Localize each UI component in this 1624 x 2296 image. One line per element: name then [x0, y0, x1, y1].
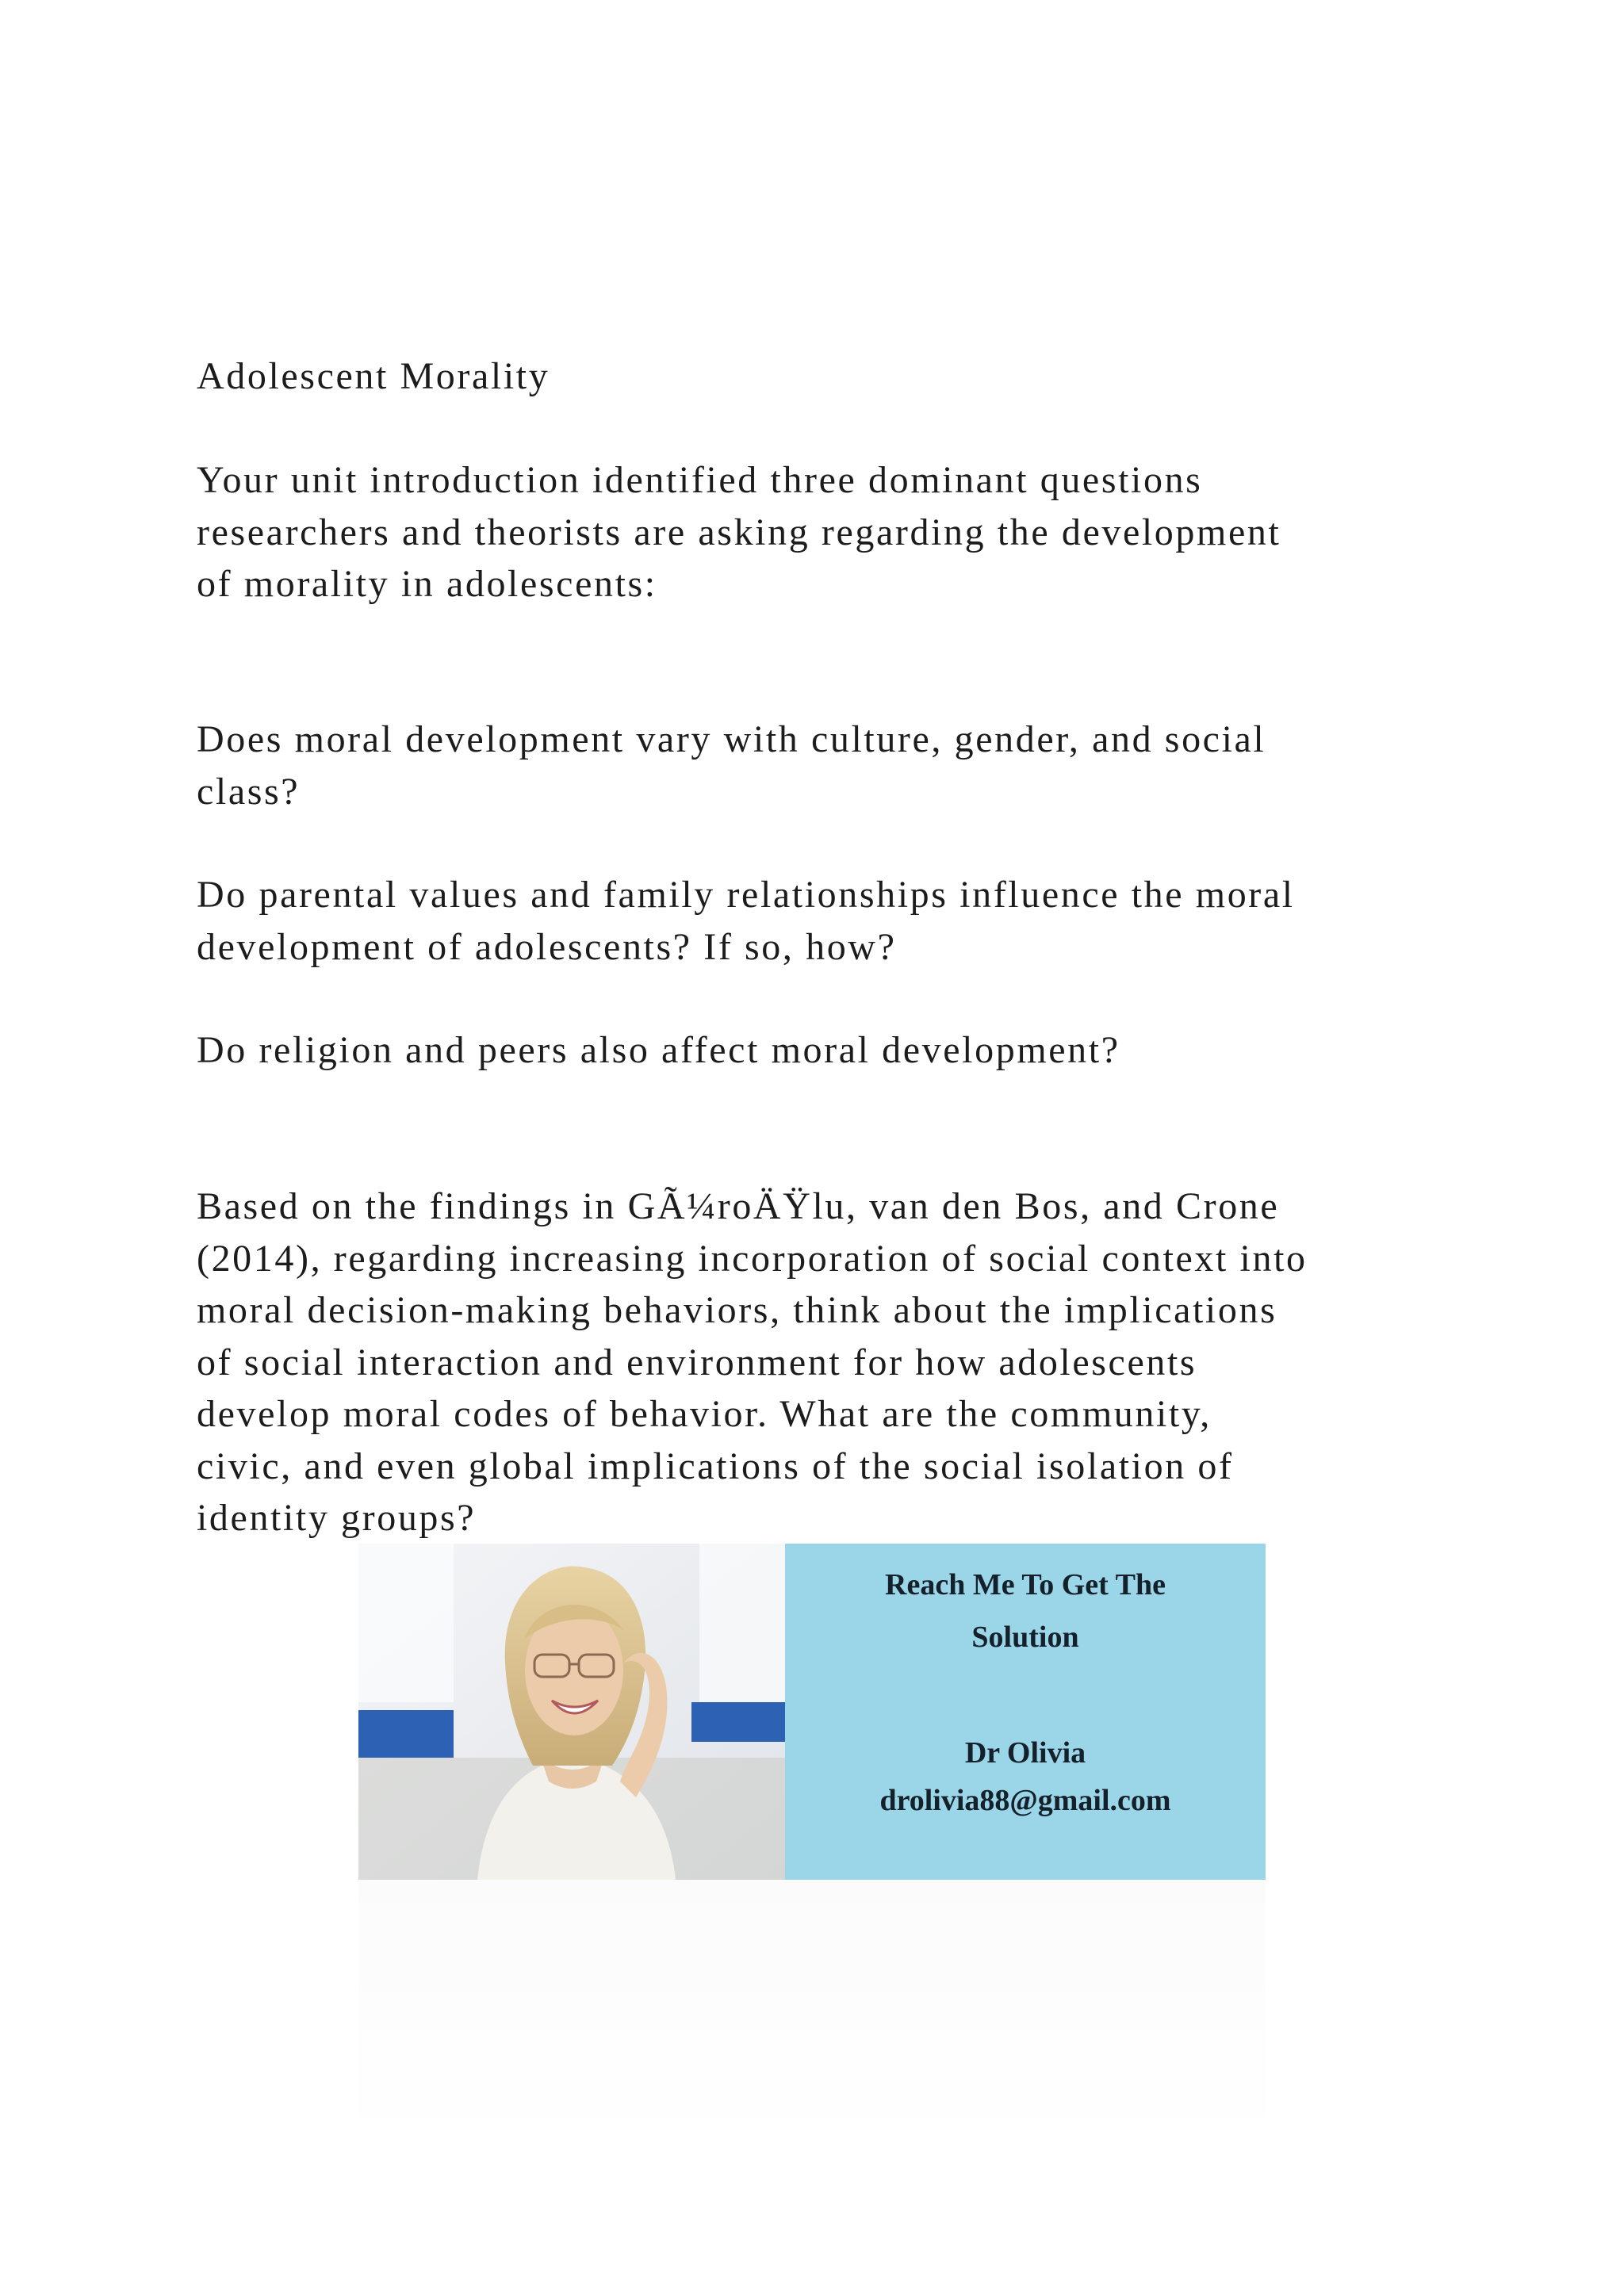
text-line: Your unit introduction identified three dominant questions — [197, 459, 1203, 501]
text-line: develop moral codes of behavior. What are the community, — [197, 1393, 1212, 1435]
title-line: Adolescent Morality — [197, 355, 550, 397]
question-2 — [197, 869, 1465, 973]
text-line: of morality in adolescents: — [197, 563, 657, 605]
text-line: civic, and even global implications of the social isolation of — [197, 1445, 1234, 1487]
contact-banner[interactable] — [358, 1544, 1266, 1880]
intro-paragraph — [197, 454, 1465, 610]
banner-heading-line: Reach Me To Get The — [885, 1568, 1166, 1601]
text-line: Does moral development vary with culture, gender, and social — [197, 718, 1266, 760]
text-line: researchers and theorists are asking regarding the development — [197, 511, 1281, 553]
question-3 — [197, 1024, 1465, 1077]
woman-photo — [358, 1544, 785, 1880]
text-line: identity groups? — [197, 1497, 477, 1539]
text-line: Do religion and peers also affect moral development? — [197, 1029, 1120, 1071]
document-title — [197, 350, 1465, 403]
contact-name: Dr Olivia — [964, 1736, 1086, 1770]
contact-panel — [785, 1544, 1266, 1880]
text-line: Based on the findings in GÃ¼roÄŸlu, van den Bos, and Crone — [197, 1185, 1280, 1227]
banner-shadow — [358, 1880, 1266, 2141]
question-1 — [197, 714, 1465, 817]
banner-heading-line: Solution — [971, 1621, 1079, 1654]
text-line: development of adolescents? If so, how? — [197, 925, 897, 968]
text-line: of social interaction and environment for how adolescents — [197, 1341, 1197, 1383]
text-line: class? — [197, 770, 301, 813]
findings-paragraph — [197, 1181, 1465, 1544]
contact-email[interactable]: drolivia88@gmail.com — [879, 1784, 1171, 1817]
text-line: (2014), regarding increasing incorporation of social context into — [197, 1237, 1308, 1280]
woman-illustration — [358, 1544, 785, 1880]
text-line: moral decision-making behaviors, think about the implications — [197, 1289, 1277, 1331]
text-line: Do parental values and family relationships influence the moral — [197, 874, 1295, 916]
